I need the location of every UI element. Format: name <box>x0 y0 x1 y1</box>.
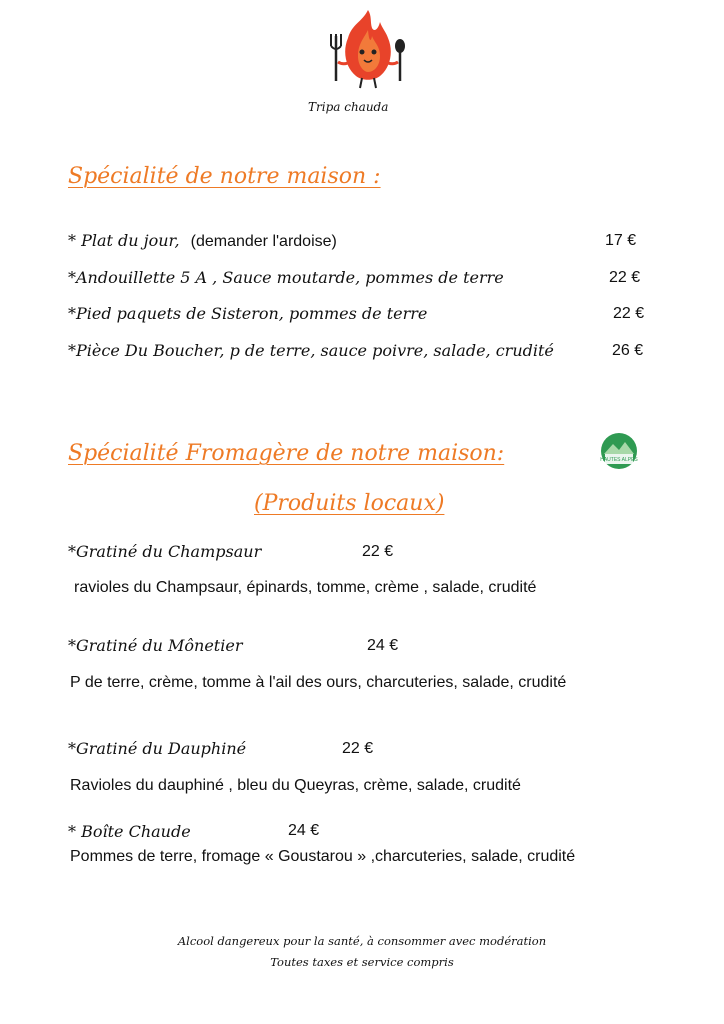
flame-mascot-icon <box>322 6 414 92</box>
menu-item-price: 22 € <box>342 740 374 757</box>
menu-item-gratine-dauphine: *Gratiné du Dauphiné <box>68 739 247 758</box>
menu-item-price: 22 € <box>613 305 645 322</box>
badge-text: HAUTES ALPES <box>600 457 638 463</box>
menu-item-price: 22 € <box>362 543 394 560</box>
menu-item-boite-chaude: * Boîte Chaude <box>68 822 191 841</box>
menu-item-gratine-monetier: *Gratiné du Mônetier <box>68 636 243 655</box>
menu-item-description: Ravioles du dauphiné , bleu du Queyras, crème, salade, crudité <box>70 777 521 794</box>
footer-alcohol-warning: Alcool dangereux pour la santé, à consommer avec modération <box>177 934 547 948</box>
logo <box>322 6 414 92</box>
menu-item-note: (demander l'ardoise) <box>190 233 337 250</box>
menu-item-price: 24 € <box>288 822 320 839</box>
menu-item-price: 26 € <box>612 342 644 359</box>
menu-item-price: 17 € <box>605 232 637 249</box>
footer-taxes-note: Toutes taxes et service compris <box>270 955 454 969</box>
menu-item-piece-du-boucher: *Pièce Du Boucher, p de terre, sauce poivre, salade, crudité <box>68 341 554 360</box>
menu-item-price: 24 € <box>367 637 399 654</box>
menu-item-description: Pommes de terre, fromage « Goustarou » ,charcuteries, salade, crudité <box>70 848 576 865</box>
menu-item-name: * Plat du jour, <box>68 231 180 250</box>
brand-name: Tripa chauda <box>308 100 389 114</box>
menu-item-gratine-champsaur: *Gratiné du Champsaur <box>68 542 262 561</box>
hautes-alpes-badge <box>599 430 639 472</box>
section-subtitle-produits-locaux: (Produits locaux) <box>254 491 445 516</box>
menu-item-description: ravioles du Champsaur, épinards, tomme, crème , salade, crudité <box>74 579 537 596</box>
menu-item-plat-du-jour <box>68 231 337 251</box>
section-title-specialites: Spécialité de notre maison : <box>68 164 381 189</box>
menu-item-pied-paquets: *Pied paquets de Sisteron, pommes de terre <box>68 304 428 323</box>
hautes-alpes-label-icon <box>599 430 639 472</box>
menu-item-description: P de terre, crème, tomme à l'ail des ours, charcuteries, salade, crudité <box>70 674 567 691</box>
menu-item-andouillette: *Andouillette 5 A , Sauce moutarde, pommes de terre <box>68 268 504 287</box>
menu-item-price: 22 € <box>609 269 641 286</box>
section-title-fromagere: Spécialité Fromagère de notre maison: <box>68 441 505 466</box>
